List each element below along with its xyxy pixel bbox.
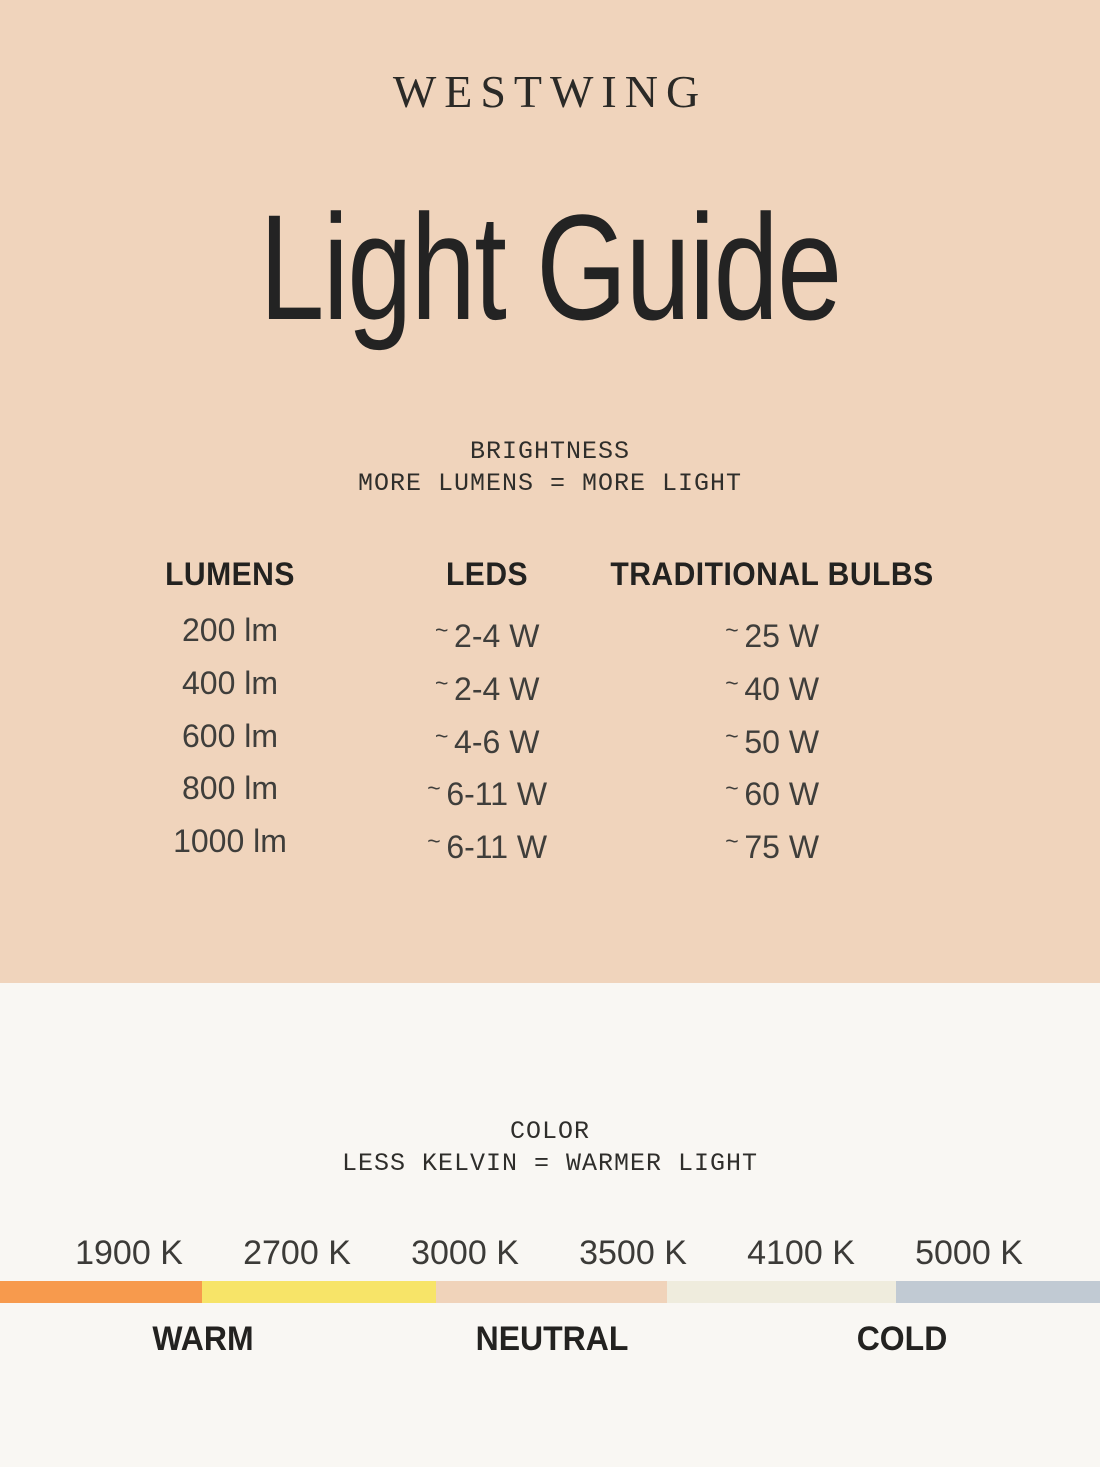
- scale-segment-neutral-cream: [667, 1281, 897, 1303]
- leds-watts: 2-4 W: [454, 671, 540, 707]
- approx-symbol: ~: [426, 828, 441, 854]
- approx-symbol: ~: [426, 775, 441, 801]
- leds-watts: 4-6 W: [454, 724, 540, 760]
- leds-value: [427, 823, 547, 865]
- bulbs-value: [725, 665, 819, 707]
- leds-watts: 6-11 W: [446, 776, 548, 812]
- brightness-heading: BRIGHTNESS: [469, 437, 631, 466]
- lumens-value: 1000 lm: [173, 823, 287, 859]
- leds-value: [435, 665, 540, 707]
- temperature-labels-row: [0, 1321, 1100, 1357]
- approx-symbol: ~: [434, 670, 449, 696]
- bulbs-value: [725, 612, 819, 654]
- kelvin-label: 3000 K: [411, 1234, 519, 1272]
- leds-value: [427, 770, 547, 812]
- lumens-value: 200 lm: [181, 612, 279, 648]
- leds-watts: 6-11 W: [446, 829, 548, 865]
- page-title: Light Guide: [259, 183, 841, 351]
- approx-symbol: ~: [724, 617, 739, 643]
- color-heading: COLOR: [509, 1117, 590, 1146]
- approx-symbol: ~: [434, 617, 449, 643]
- brand-logo: WESTWING: [392, 66, 708, 117]
- kelvin-labels-row: [0, 1236, 1100, 1270]
- bulb-watts: 60 W: [744, 776, 820, 812]
- approx-symbol: ~: [724, 670, 739, 696]
- table-row: [0, 770, 1100, 812]
- column-header-lumens: LUMENS: [165, 556, 295, 592]
- bulb-watts: 40 W: [744, 671, 820, 707]
- leds-watts: 2-4 W: [454, 618, 540, 654]
- bulb-watts: 75 W: [744, 829, 820, 865]
- kelvin-label: 1900 K: [75, 1234, 183, 1272]
- kelvin-label: 4100 K: [747, 1234, 855, 1272]
- lumens-value: 400 lm: [181, 665, 279, 701]
- brightness-subheading: MORE LUMENS = MORE LIGHT: [357, 469, 743, 498]
- leds-value: [435, 612, 540, 654]
- kelvin-label: 5000 K: [915, 1234, 1023, 1272]
- scale-segment-warm-orange: [0, 1281, 202, 1303]
- bulb-watts: 50 W: [744, 724, 820, 760]
- table-header-row: [0, 556, 1100, 592]
- bulb-watts: 25 W: [744, 618, 820, 654]
- temperature-label-warm: WARM: [152, 1320, 254, 1358]
- color-subheading: LESS KELVIN = WARMER LIGHT: [341, 1149, 759, 1178]
- kelvin-label: 2700 K: [243, 1234, 351, 1272]
- bulbs-value: [725, 718, 819, 760]
- approx-symbol: ~: [724, 775, 739, 801]
- column-header-traditional-bulbs: TRADITIONAL BULBS: [610, 556, 934, 592]
- kelvin-label: 3500 K: [579, 1234, 687, 1272]
- leds-value: [435, 718, 540, 760]
- scale-segment-warm-yellow: [202, 1281, 435, 1303]
- table-row: [0, 665, 1100, 707]
- temperature-label-cold: COLD: [856, 1320, 948, 1358]
- scale-segment-cold-blue: [896, 1281, 1100, 1303]
- approx-symbol: ~: [724, 723, 739, 749]
- approx-symbol: ~: [434, 723, 449, 749]
- table-row: [0, 612, 1100, 654]
- lumens-value: 800 lm: [181, 770, 279, 806]
- bulbs-value: [725, 770, 819, 812]
- bulbs-value: [725, 823, 819, 865]
- color-section: [0, 983, 1100, 1467]
- column-header-leds: LEDS: [445, 556, 529, 592]
- temperature-label-neutral: NEUTRAL: [475, 1320, 629, 1358]
- table-row: [0, 823, 1100, 865]
- approx-symbol: ~: [724, 828, 739, 854]
- scale-segment-neutral-peach: [436, 1281, 667, 1303]
- lumens-value: 600 lm: [181, 718, 279, 754]
- table-row: [0, 718, 1100, 760]
- color-temperature-scale: [0, 1281, 1100, 1303]
